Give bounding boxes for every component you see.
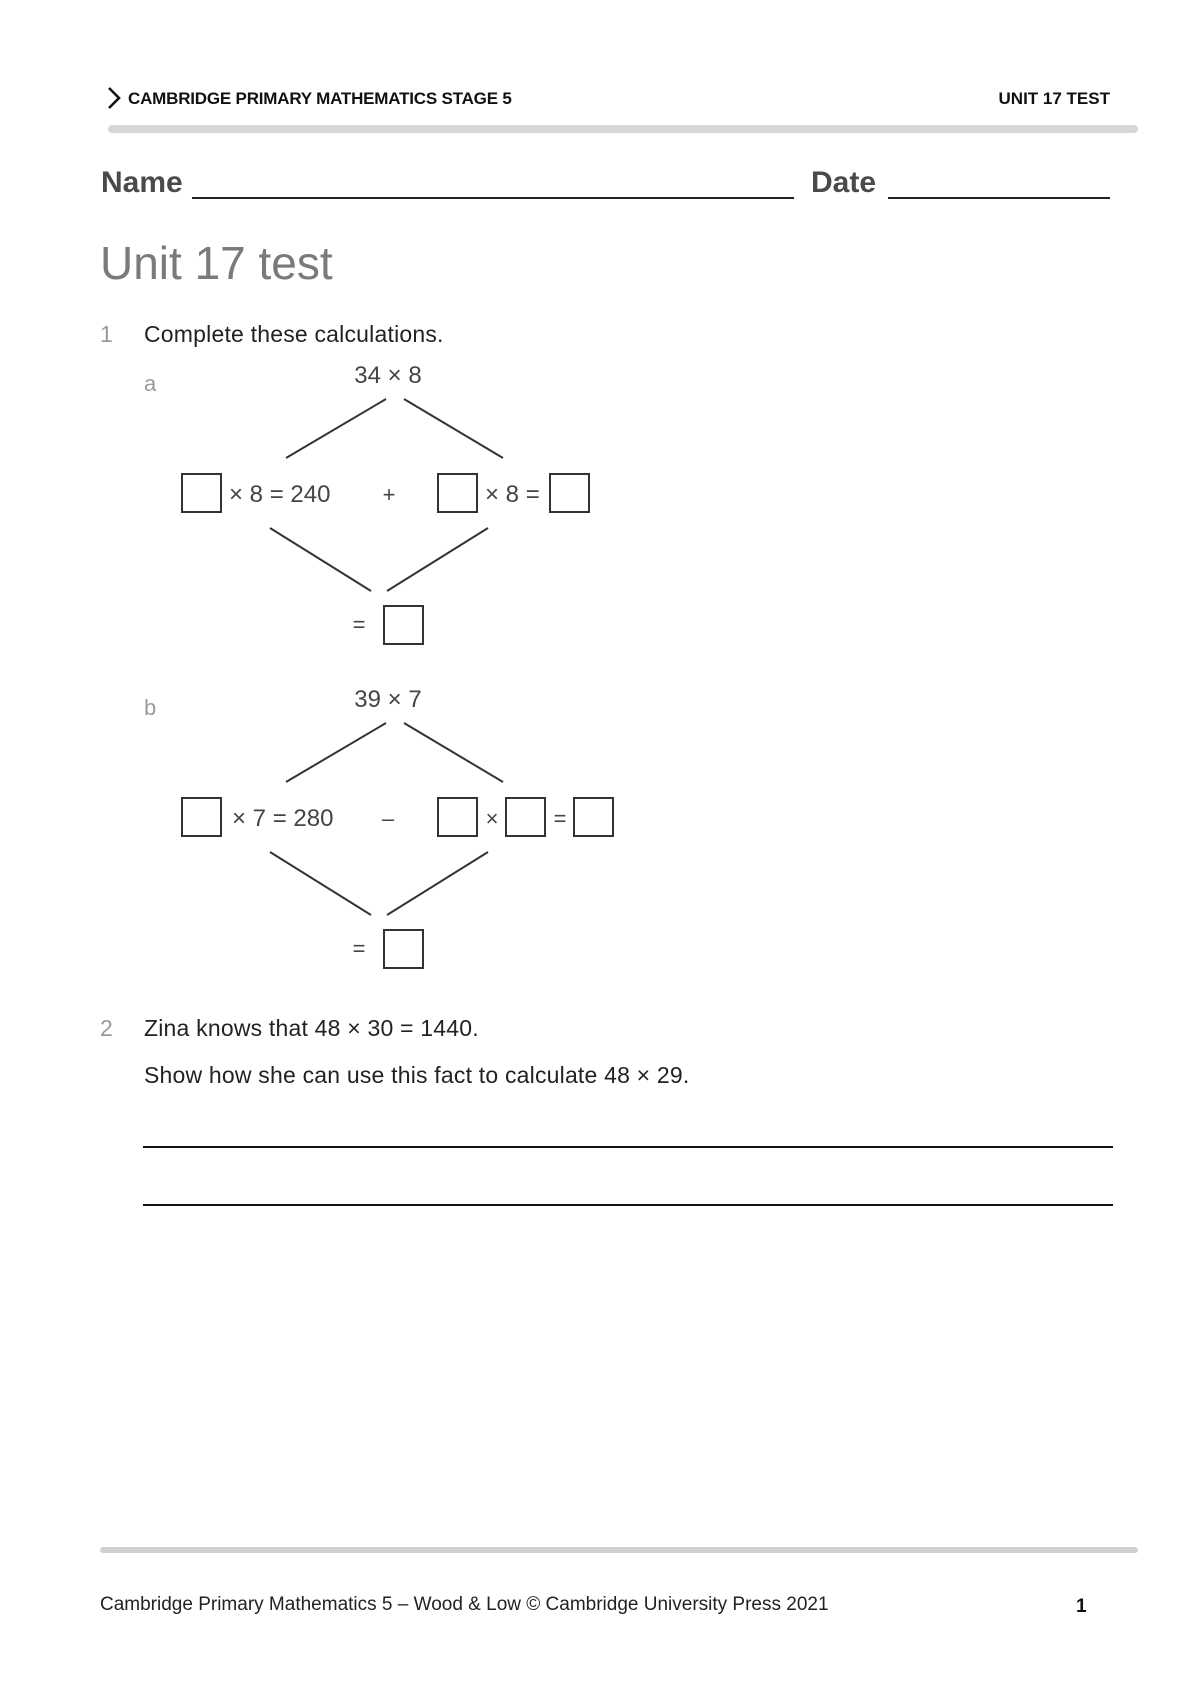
unit-label: UNIT 17 TEST [998, 89, 1110, 108]
diagram-a [182, 362, 589, 644]
diagram-a-top: 34 × 8 [354, 362, 422, 389]
diagram-a-right-times: × 8 = [485, 481, 540, 508]
question-number: 1 [100, 321, 113, 347]
diagram-b-line [286, 723, 386, 782]
answer-box[interactable] [574, 798, 613, 836]
footer-copyright: Cambridge Primary Mathematics 5 – Wood & Low © Cambridge University Press 2021 [100, 1594, 829, 1615]
diagram-b-op: – [381, 806, 395, 831]
answer-box[interactable] [438, 798, 477, 836]
diagram-b [182, 686, 613, 968]
question-text: Complete these calculations. [144, 321, 444, 347]
answer-box[interactable] [384, 930, 423, 968]
diagram-a-equals: = [352, 612, 366, 637]
diagram-a-left-eq: × 8 = 240 [229, 481, 331, 508]
answer-box[interactable] [506, 798, 545, 836]
answer-box[interactable] [384, 606, 423, 644]
part-label-b: b [144, 695, 157, 720]
diagram-b-right-times: × [485, 806, 499, 831]
diagram-b-right-eq: = [553, 806, 567, 831]
answer-line[interactable] [143, 1146, 1113, 1148]
question-text-2: Show how she can use this fact to calculate 48 × 29. [144, 1062, 690, 1088]
diagram-b-left-eq: × 7 = 280 [232, 805, 334, 832]
diagram-b-line [270, 852, 371, 915]
diagram-a-line [404, 399, 503, 458]
diagram-b-line [387, 852, 488, 915]
diagram-b-line [404, 723, 503, 782]
page-number: 1 [1076, 1596, 1087, 1617]
diagram-a-line [270, 528, 371, 591]
name-label: Name [101, 166, 183, 199]
answer-box[interactable] [182, 798, 221, 836]
footer-divider [100, 1547, 1138, 1553]
answer-line[interactable] [143, 1204, 1113, 1206]
page-title: Unit 17 test [100, 237, 333, 289]
question-number: 2 [100, 1015, 113, 1041]
date-label: Date [811, 166, 877, 199]
diagram-a-line [286, 399, 386, 458]
answer-box[interactable] [182, 474, 221, 512]
answer-box[interactable] [550, 474, 589, 512]
part-label-a: a [144, 371, 157, 396]
diagram-b-top: 39 × 7 [354, 686, 422, 713]
answer-box[interactable] [438, 474, 477, 512]
diagram-a-line [387, 528, 488, 591]
question-text: Zina knows that 48 × 30 = 1440. [144, 1015, 479, 1041]
diagram-b-equals: = [352, 936, 366, 961]
diagram-a-op: + [382, 482, 396, 507]
series-title: CAMBRIDGE PRIMARY MATHEMATICS STAGE 5 [128, 89, 512, 108]
